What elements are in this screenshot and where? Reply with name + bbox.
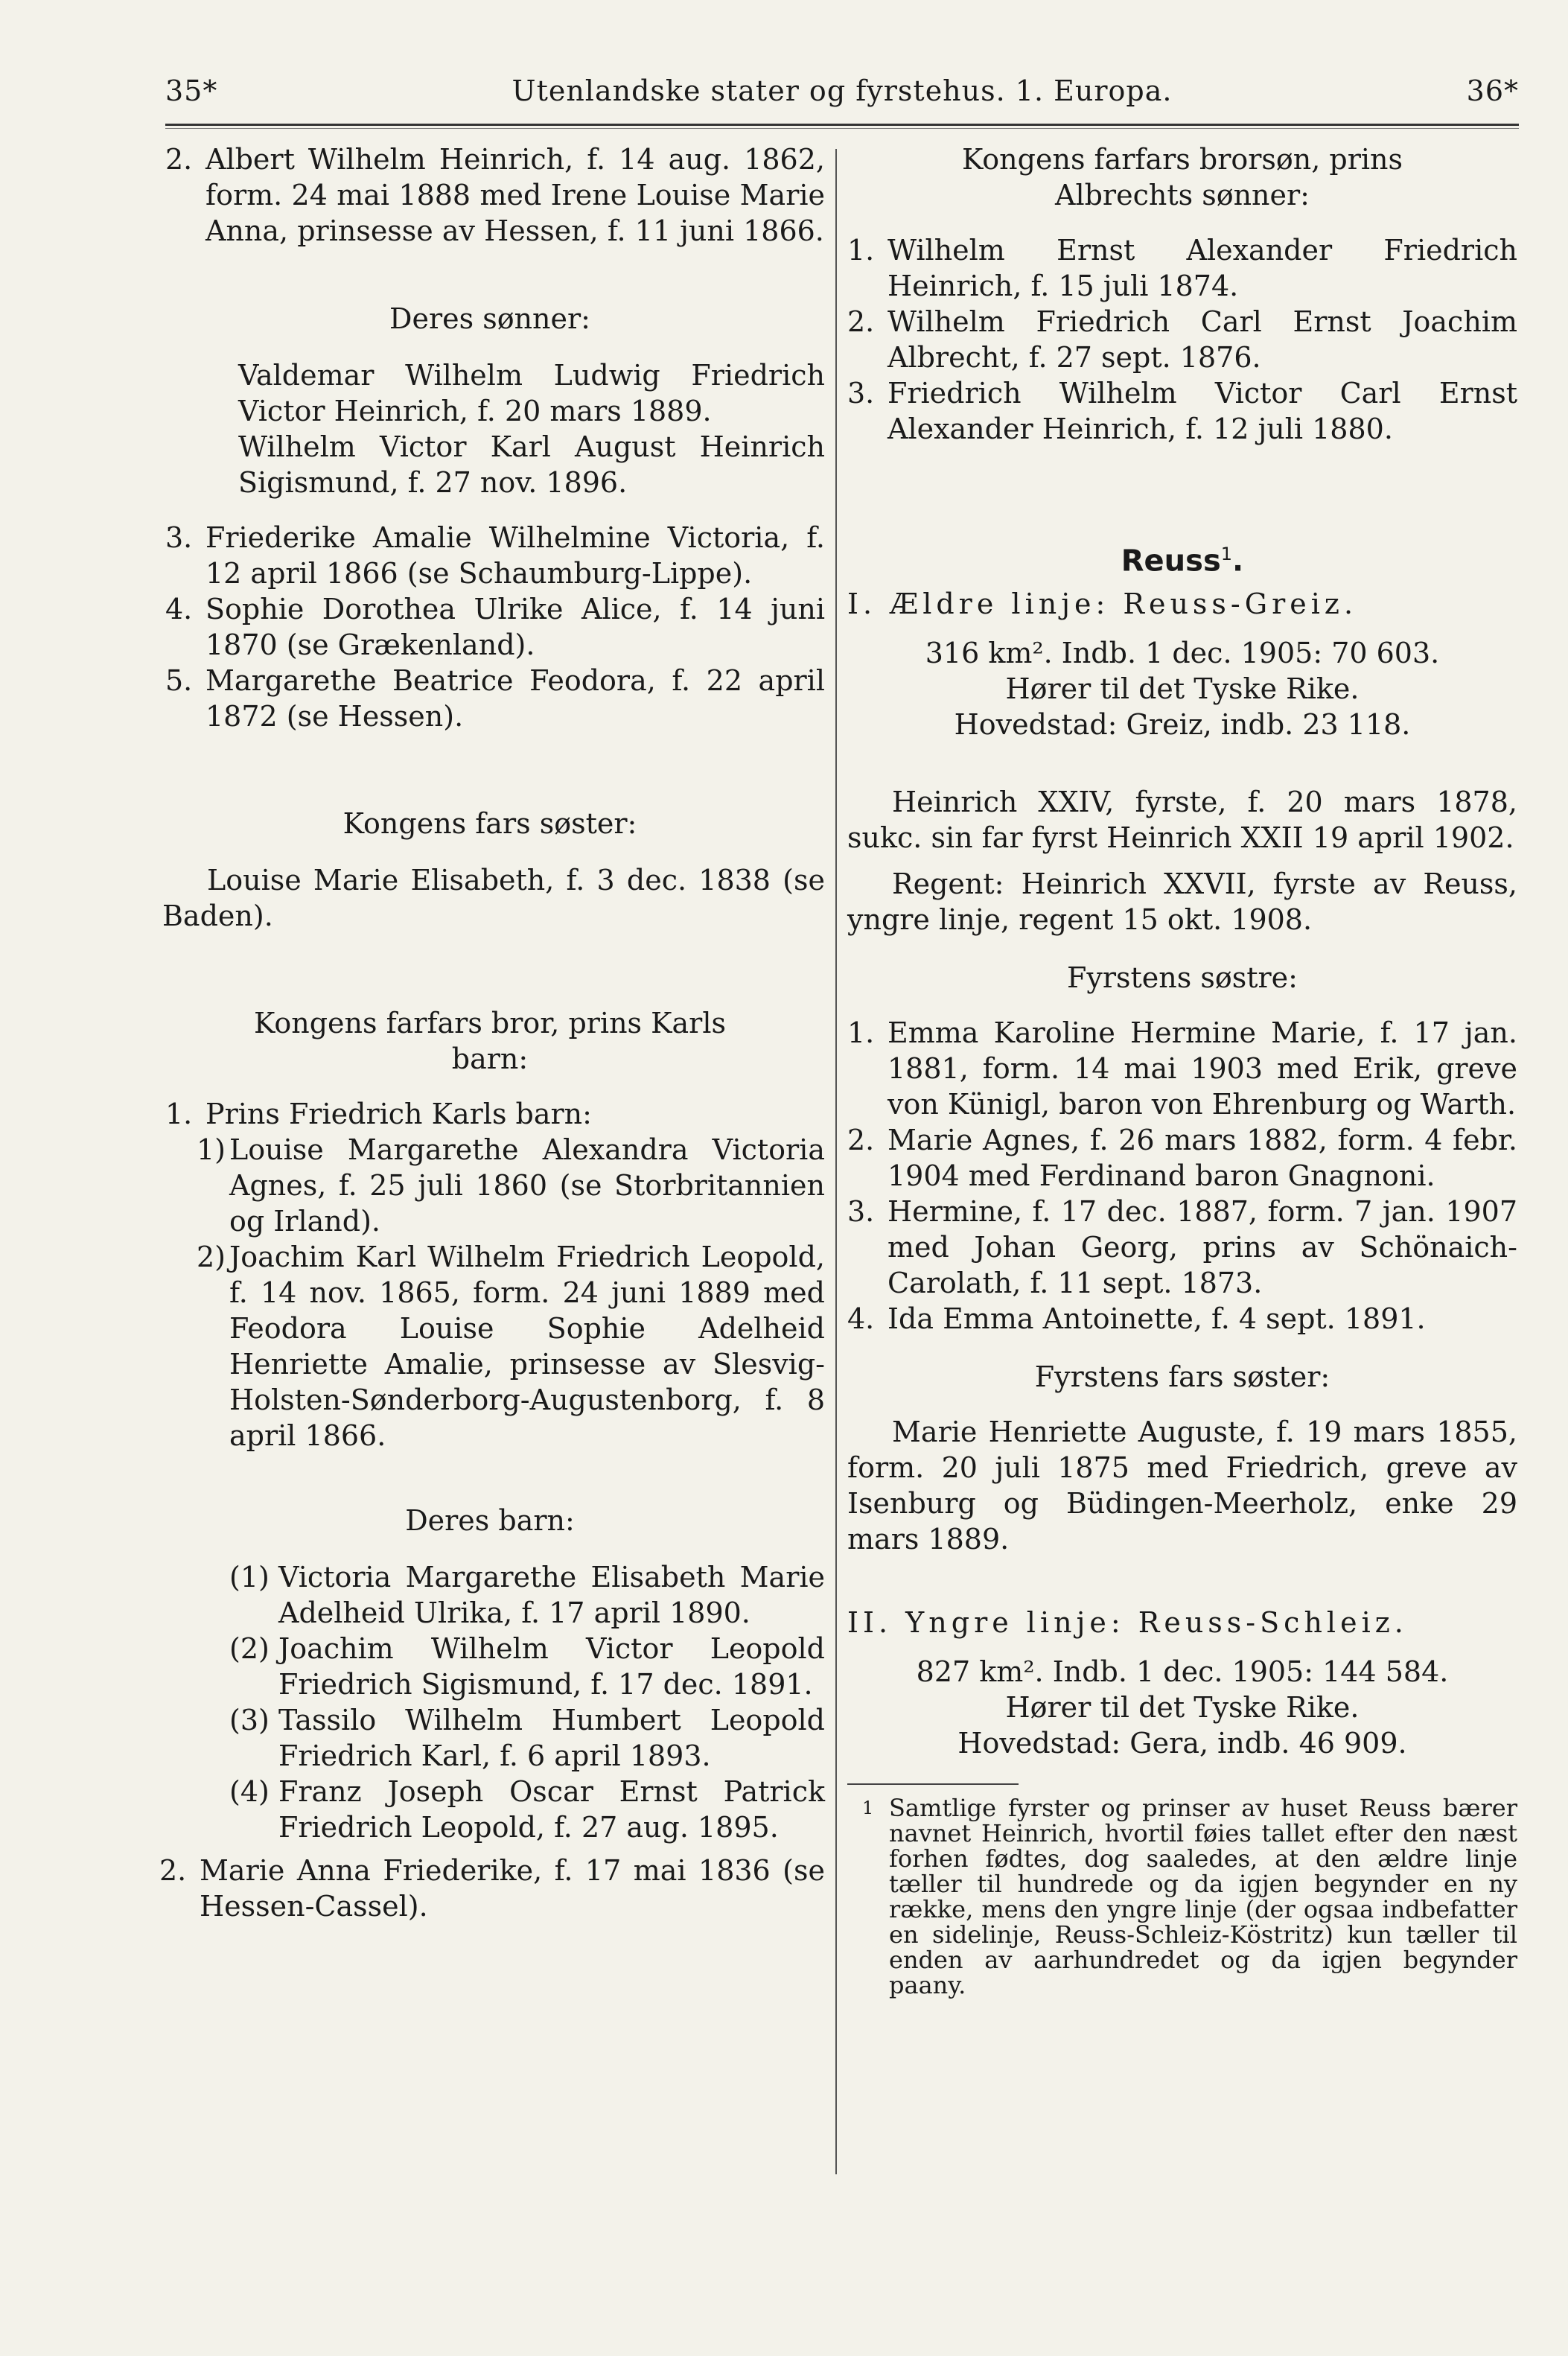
page-number-left: 35* (165, 74, 218, 107)
child-number: (4) (229, 1775, 270, 1808)
item-number: 2. (847, 1124, 875, 1157)
child-entry (229, 1774, 825, 1845)
item-text: Ida Emma Antoinette, f. 4 sept. 1891. (887, 1302, 1426, 1336)
sub-item (197, 1132, 825, 1239)
sub-item-text: Louise Margarethe Alexandra Victoria Agnes, f. 25 juli 1860 (se Storbritannien og Irland). (229, 1133, 825, 1238)
list-item (847, 232, 1517, 304)
sub-item-text: Joachim Karl Wilhelm Friedrich Leopold, f. 14 nov. 1865, form. 24 juni 1889 med Feodora Louise Sophie Adelheid Henriette Amalie, prinsesse av Slesvig-Holsten-Sønderborg-Augustenborg, f. 8 april 1866. (229, 1241, 825, 1452)
item-text: Marie Agnes, f. 26 mars 1882, form. 4 febr. 1904 med Ferdinand baron Gnagnoni. (887, 1124, 1517, 1193)
list-item (847, 1015, 1517, 1122)
section-heading: Deres sønner: (389, 302, 590, 335)
item-number: 3. (165, 521, 193, 554)
list-item (847, 1301, 1517, 1337)
state-membership: Hører til det Tyske Rike. (1005, 672, 1360, 706)
footnote-number: 1 (862, 1798, 874, 1819)
item-number: 3. (847, 377, 875, 410)
item-number: 3. (847, 1195, 875, 1229)
reuss-title-end: . (1232, 544, 1244, 579)
regent-entry: Regent: Heinrich XXVII, fyrste av Reuss, yngre linje, regent 15 okt. 1908. (847, 867, 1517, 937)
page-number-right: 36* (1466, 74, 1519, 107)
running-title: Utenlandske stater og fyrstehus. 1. Europa. (511, 74, 1173, 107)
list-item (847, 1122, 1517, 1194)
item-text: Wilhelm Friedrich Carl Ernst Joachim Albrecht, f. 27 sept. 1876. (887, 305, 1517, 374)
item-number: 4. (847, 1302, 875, 1336)
child-number: (1) (229, 1561, 270, 1594)
item-text: Marie Anna Friederike, f. 17 mai 1836 (se Hessen-Cassel). (200, 1854, 825, 1923)
item-text: Sophie Dorothea Ulrike Alice, f. 14 juni 1870 (se Grækenland). (205, 593, 825, 661)
sub-item-number: 2) (197, 1241, 226, 1273)
entry: Marie Henriette Auguste, f. 19 mars 1855, form. 20 juli 1875 med Friedrich, greve av Isenburg og Büdingen-Meerholz, enke 29 mars 1889. (847, 1416, 1517, 1556)
line-heading: II. Yngre linje: Reuss-Schleiz. (847, 1606, 1408, 1640)
list-item (159, 1853, 825, 1924)
child-text: Victoria Margarethe Elisabeth Marie Adelheid Ulrika, f. 17 april 1890. (278, 1561, 825, 1629)
item-text: Margarethe Beatrice Feodora, f. 22 april 1872 (se Hessen). (205, 664, 825, 733)
section-heading: Deres barn: (405, 1504, 575, 1537)
child-entry (229, 1631, 825, 1702)
entry: Louise Marie Elisabeth, f. 3 dec. 1838 (se Baden). (162, 864, 825, 932)
item-text: Hermine, f. 17 dec. 1887, form. 7 jan. 1907 med Johan Georg, prins av Schönaich-Carolath, f. 11 sept. 1873. (887, 1195, 1517, 1300)
header-rule-thin (165, 128, 1519, 129)
item-number: 4. (165, 593, 193, 625)
item-number: 2. (847, 305, 875, 338)
list-item (165, 663, 825, 734)
footnote-rule (847, 1783, 1019, 1785)
column-divider (835, 149, 837, 2174)
footnote-marker: 1 (1220, 544, 1233, 564)
sub-item (197, 1239, 825, 1454)
child-entry (229, 1559, 825, 1631)
entry: Wilhelm Victor Karl August Heinrich Sigismund, f. 27 nov. 1896. (238, 430, 825, 499)
area-stat: 316 km². Indb. 1 dec. 1905: 70 603. (925, 637, 1440, 670)
state-membership: Hører til det Tyske Rike. (1005, 1691, 1360, 1725)
reuss-title: Reuss (1121, 544, 1221, 579)
footnote (847, 1795, 1517, 1998)
section-heading: Kongens fars søster: (342, 807, 637, 840)
list-item (165, 520, 825, 591)
left-column (155, 141, 825, 1924)
list-item (165, 141, 825, 249)
section-heading: Fyrstens fars søster: (1034, 1360, 1330, 1394)
item-text: Albert Wilhelm Heinrich, f. 14 aug. 1862, form. 24 mai 1888 med Irene Louise Marie Anna, prinsesse av Hessen, f. 11 juni 1866. (205, 143, 825, 247)
sub-item-number: 1) (197, 1133, 226, 1166)
child-text: Joachim Wilhelm Victor Leopold Friedrich Sigismund, f. 17 dec. 1891. (278, 1632, 825, 1701)
item-text: Wilhelm Ernst Alexander Friedrich Heinrich, f. 15 juli 1874. (887, 234, 1517, 302)
item-text: Prins Friedrich Karls barn: (205, 1098, 592, 1130)
child-text: Franz Joseph Oscar Ernst Patrick Friedrich Leopold, f. 27 aug. 1895. (278, 1775, 825, 1844)
ruler-entry: Heinrich XXIV, fyrste, f. 20 mars 1878, sukc. sin far fyrst Heinrich XXII 19 april 1902. (847, 786, 1517, 855)
right-column (847, 141, 1517, 1998)
page-header (165, 74, 1519, 119)
capital: Hovedstad: Gera, indb. 46 909. (957, 1727, 1407, 1760)
capital: Hovedstad: Greiz, indb. 23 118. (954, 708, 1411, 742)
section-heading: Kongens farfars brorsøn, prins Albrechts sønner: (961, 143, 1403, 211)
list-item (847, 304, 1517, 375)
child-text: Tassilo Wilhelm Humbert Leopold Friedrich Karl, f. 6 april 1893. (278, 1704, 825, 1772)
item-number: 5. (165, 664, 193, 697)
child-number: (3) (229, 1704, 270, 1736)
child-number: (2) (229, 1632, 270, 1665)
line-heading: I. Ældre linje: Reuss-Greiz. (847, 588, 1358, 621)
area-stat: 827 km². Indb. 1 dec. 1905: 144 584. (916, 1655, 1449, 1689)
item-text: Friedrich Wilhelm Victor Carl Ernst Alexander Heinrich, f. 12 juli 1880. (887, 377, 1517, 445)
footnote-text: Samtlige fyrster og prinser av huset Reuss bærer navnet Heinrich, hvortil føies tallet efter den næst forhen fødtes, dog saaledes, at den ældre linje tæller til hundrede og da igjen begynder en ny række, mens den yngre linje (der ogsaa indbefatter en sidelinje, Reuss-Schleiz-Köstritz) kun tæller til enden av aarhundredet og da igjen begynder paany. (889, 1794, 1517, 2000)
reuss-heading (847, 536, 1517, 579)
entry: Valdemar Wilhelm Ludwig Friedrich Victor Heinrich, f. 20 mars 1889. (238, 359, 825, 427)
item-number: 1. (165, 1098, 193, 1130)
list-item (165, 591, 825, 663)
section-heading: Fyrstens søstre: (1067, 961, 1298, 995)
item-number: 1. (847, 1016, 875, 1050)
header-rule (165, 124, 1519, 126)
item-text: Friederike Amalie Wilhelmine Victoria, f. 12 april 1866 (se Schaumburg-Lippe). (205, 521, 825, 590)
item-number: 2. (165, 143, 193, 176)
list-item (847, 375, 1517, 447)
child-entry (229, 1702, 825, 1774)
item-text: Emma Karoline Hermine Marie, f. 17 jan. 1881, form. 14 mai 1903 med Erik, greve von Künigl, baron von Ehrenburg og Warth. (887, 1016, 1517, 1121)
list-item (847, 1194, 1517, 1301)
section-heading: Kongens farfars bror, prins Karls barn: (253, 1007, 726, 1075)
item-number: 1. (847, 234, 875, 267)
list-item (165, 1096, 825, 1132)
item-number: 2. (159, 1854, 187, 1887)
